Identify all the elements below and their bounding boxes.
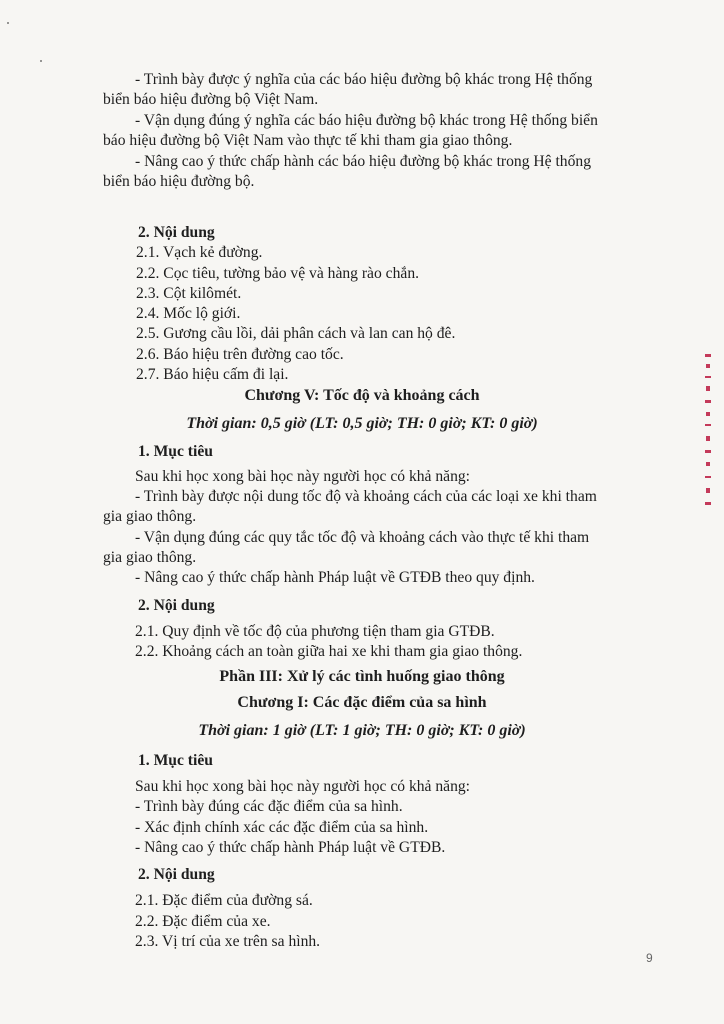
list-item: 2.6. Báo hiệu trên đường cao tốc. [136,346,344,363]
intro-line-5: - Nâng cao ý thức chấp hành các báo hiệu đường bộ khác trong Hệ thống [135,153,591,170]
list-item: 2.4. Mốc lộ giới. [136,305,241,322]
list-item: 2.1. Quy định về tốc độ của phương tiện tham gia GTĐB. [135,623,495,640]
section-heading: 2. Nội dung [138,597,215,614]
list-item: 2.1. Đặc điểm của đường sá. [135,892,313,909]
section-heading: 2. Nội dung [138,866,215,883]
objective-line: - Trình bày đúng các đặc điểm của sa hình. [135,798,403,815]
list-item: 2.2. Khoảng cách an toàn giữa hai xe khi tham gia giao thông. [135,643,523,660]
list-item: 2.3. Cột kilômét. [136,285,242,302]
list-item: 2.1. Vạch kẻ đường. [136,244,263,261]
section-heading: 2. Nội dung [138,224,215,241]
intro-line-6: biển báo hiệu đường bộ. [103,173,255,190]
list-item: 2.7. Báo hiệu cấm đi lại. [136,366,289,383]
intro-line-1: - Trình bày được ý nghĩa của các báo hiệu đường bộ khác trong Hệ thống [135,71,593,88]
edge-stamp-marks [701,352,715,512]
list-item: 2.2. Cọc tiêu, tường bảo vệ và hàng rào chắn. [136,265,420,282]
objective-line: Sau khi học xong bài học này người học có khả năng: [135,778,470,795]
chapter-title: Chương I: Các đặc điểm của sa hình [237,694,487,711]
scan-speck [40,60,42,62]
intro-line-4: báo hiệu đường bộ Việt Nam vào thực tế khi tham gia giao thông. [103,132,513,149]
chapter-time: Thời gian: 0,5 giờ (LT: 0,5 giờ; TH: 0 giờ; KT: 0 giờ) [186,415,538,432]
objective-line: - Nâng cao ý thức chấp hành Pháp luật về GTĐB. [135,839,446,856]
list-item: 2.3. Vị trí của xe trên sa hình. [135,933,321,950]
objective-line: gia giao thông. [103,508,197,525]
objective-line: - Nâng cao ý thức chấp hành Pháp luật về GTĐB theo quy định. [135,569,535,586]
objective-line: - Trình bày được nội dung tốc độ và khoảng cách của các loại xe khi tham [135,488,597,505]
intro-line-3: - Vận dụng đúng ý nghĩa các báo hiệu đường bộ khác trong Hệ thống biển [135,112,598,129]
page-number: 9 [646,951,653,965]
list-item: 2.5. Gương cầu lồi, dải phân cách và lan can hộ đê. [136,325,456,342]
chapter-time: Thời gian: 1 giờ (LT: 1 giờ; TH: 0 giờ; KT: 0 giờ) [198,722,526,739]
scan-speck [7,22,9,24]
objective-line: - Xác định chính xác các đặc điểm của sa hình. [135,819,429,836]
section-heading: 1. Mục tiêu [138,752,213,769]
part-title: Phần III: Xử lý các tình huống giao thông [219,668,505,685]
list-item: 2.2. Đặc điểm của xe. [135,913,271,930]
section-heading: 1. Mục tiêu [138,443,213,460]
intro-line-2: biển báo hiệu đường bộ Việt Nam. [103,91,319,108]
objective-line: Sau khi học xong bài học này người học có khả năng: [135,468,470,485]
objective-line: - Vận dụng đúng các quy tắc tốc độ và khoảng cách vào thực tế khi tham [135,529,590,546]
objective-line: gia giao thông. [103,549,197,566]
chapter-title: Chương V: Tốc độ và khoảng cách [244,387,480,404]
